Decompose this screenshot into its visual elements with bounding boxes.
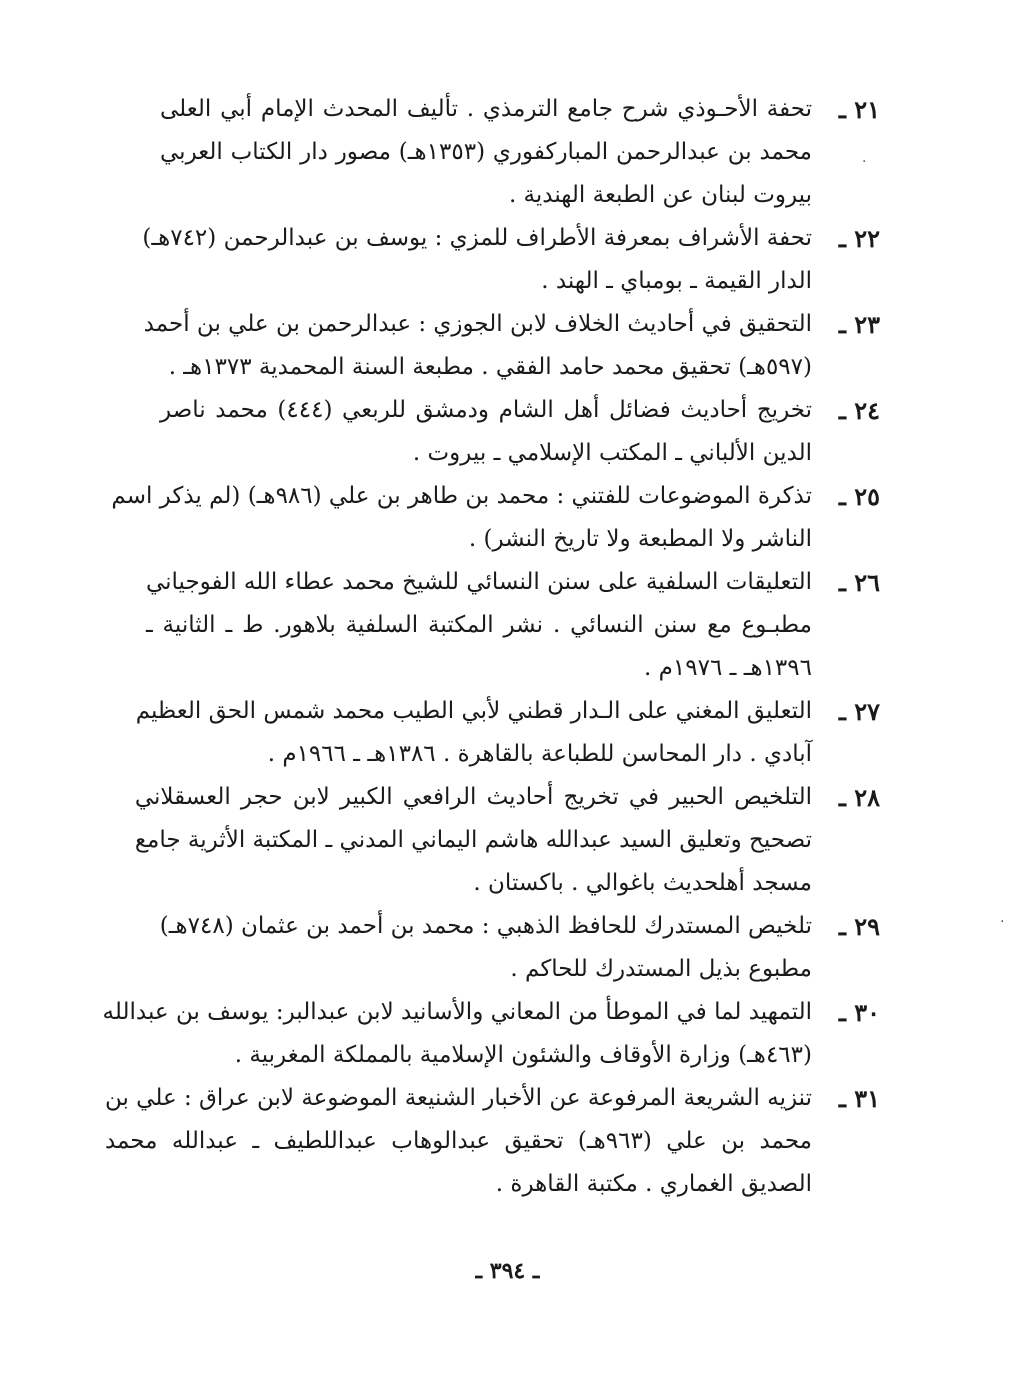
entry-line: الصديق الغماري . مكتبة القاهرة .	[495, 1171, 812, 1197]
entry-line: تنزيه الشريعة المرفوعة عن الأخبار الشنيعة الموضوعة لابن عراق : علي بن	[104, 1085, 812, 1111]
entry-text	[103, 991, 812, 1077]
entry-text	[111, 475, 812, 561]
entry-line: مسجد أهلحديث باغوالي . باكستان .	[473, 870, 812, 896]
entry-line: مطبوع بذيل المستدرك للحاكم .	[510, 956, 812, 982]
entry-text	[160, 389, 812, 475]
entry-line: التعليقات السلفية على سنن النسائي للشيخ محمد عطاء الله الفوجياني	[145, 569, 812, 595]
bibliography-entry	[160, 389, 880, 475]
bibliography-entry	[104, 1077, 880, 1206]
bibliography-entry	[135, 690, 880, 776]
entry-text	[136, 690, 812, 776]
entry-number: ٢٦ ـ	[838, 568, 880, 597]
entry-text	[144, 303, 812, 389]
entry-number: ٣٠ ـ	[838, 998, 880, 1027]
entry-line: التمهيد لما في الموطأ من المعاني والأسانيد لابن عبدالبر: يوسف بن عبدالله	[102, 999, 812, 1025]
bibliography-entry	[142, 217, 880, 303]
entry-line: تحفة الأشراف بمعرفة الأطراف للمزي : يوسف بن عبدالرحمن (٧٤٢هـ)	[142, 225, 812, 251]
entry-number: ٢٥ ـ	[838, 482, 880, 511]
entry-number: ٢٨ ـ	[838, 783, 880, 812]
entry-line: تصحيح وتعليق السيد عبدالله هاشم اليماني المدني ـ المكتبة الأثرية جامع	[134, 827, 812, 853]
bibliography-list	[102, 88, 880, 1206]
entry-line: تلخيص المستدرك للحافظ الذهبي : محمد بن أحمد بن عثمان (٧٤٨هـ)	[159, 913, 812, 939]
entry-line: تخريج أحاديث فضائل أهل الشام ودمشق للربعي (٤٤٤) محمد ناصر	[160, 397, 813, 423]
entry-number: ٢٩ ـ	[838, 912, 880, 941]
entry-text	[160, 905, 812, 991]
entry-number: ٣١ ـ	[838, 1084, 880, 1113]
entry-number: ٢٢ ـ	[838, 224, 880, 253]
entry-line: الدين الألباني ـ المكتب الإسلامي ـ بيروت .	[412, 440, 812, 466]
entry-text	[142, 217, 812, 303]
entry-line: محمد بن علي (٩٦٣هـ) تحقيق عبدالوهاب عبداللطيف ـ عبدالله محمد	[104, 1128, 812, 1154]
page-number: ـ ٣٩٤ ـ	[475, 1258, 540, 1284]
scan-speck: .	[1000, 910, 1005, 926]
entry-line: الناشر ولا المطبعة ولا تاريخ النشر) .	[468, 526, 812, 552]
entry-line: محمد بن عبدالرحمن المباركفوري (١٣٥٣هـ) مصور دار الكتاب العربي	[160, 139, 812, 165]
bibliography-entry	[160, 905, 880, 991]
entry-text	[160, 88, 812, 217]
entry-line: الدار القيمة ـ بومباي ـ الهند .	[541, 268, 812, 294]
bibliography-entry	[111, 475, 880, 561]
bibliography-entry	[134, 776, 880, 905]
bibliography-entry	[145, 561, 880, 690]
entry-line: بيروت لبنان عن الطبعة الهندية .	[508, 182, 812, 208]
entry-line: التلخيص الحبير في تخريج أحاديث الرافعي الكبير لابن حجر العسقلاني	[134, 784, 812, 810]
entry-line: تذكرة الموضوعات للفتني : محمد بن طاهر بن علي (٩٨٦هـ) (لم يذكر اسم	[111, 483, 812, 509]
bibliography-entry	[102, 991, 880, 1077]
bibliography-entry	[160, 88, 880, 217]
entry-line: (٤٦٣هـ) وزارة الأوقاف والشئون الإسلامية بالمملكة المغربية .	[234, 1042, 812, 1068]
entry-line: التعليق المغني على الـدار قطني لأبي الطيب محمد شمس الحق العظيم	[135, 698, 812, 724]
entry-line: (٥٩٧هـ) تحقيق محمد حامد الفقي . مطبعة السنة المحمدية ١٣٧٣هـ .	[168, 354, 812, 380]
bibliography-entry	[143, 303, 880, 389]
entry-number: ٢٧ ـ	[838, 697, 880, 726]
entry-number: ٢١ ـ	[838, 95, 880, 124]
entry-number: ٢٤ ـ	[838, 396, 880, 425]
entry-text	[135, 776, 812, 905]
entry-text	[146, 561, 812, 690]
entry-line: آبادي . دار المحاسن للطباعة بالقاهرة . ١٣٨٦هـ ـ ١٩٦٦م .	[267, 741, 812, 767]
entry-line: التحقيق في أحاديث الخلاف لابن الجوزي : عبدالرحمن بن علي بن أحمد	[143, 311, 812, 337]
scan-speck: .	[862, 150, 867, 166]
entry-number: ٢٣ ـ	[838, 310, 880, 339]
entry-line: ١٣٩٦هـ ـ ١٩٧٦م .	[644, 655, 812, 681]
entry-line: مطبـوع مع سنن النسائي . نشر المكتبة السلفية بلاهور. ط ـ الثانية ـ	[145, 612, 812, 638]
entry-line: تحفة الأحـوذي شرح جامع الترمذي . تأليف المحدث الإمام أبي العلى	[160, 96, 812, 122]
entry-text	[105, 1077, 812, 1206]
